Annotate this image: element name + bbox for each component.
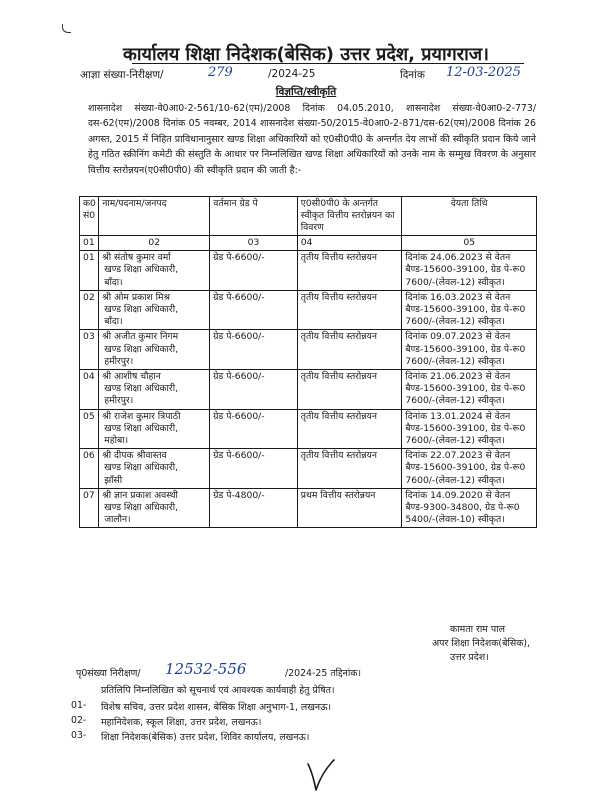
distribution-item: महानिदेशक, स्कूल शिक्षा, उत्तर प्रदेश, लखनऊ। [101, 717, 262, 728]
cell-text: 03 [83, 331, 95, 343]
cell-name [99, 290, 210, 330]
cell-name [99, 409, 210, 449]
col-num: 02 [99, 236, 210, 251]
distribution-number: 03- [71, 730, 87, 741]
cell-text: श्री ओम प्रकाश मिश्र [102, 291, 171, 303]
cell-text: खण्ड शिक्षा अधिकारी, [104, 502, 178, 514]
col-num: 05 [402, 236, 537, 251]
cell-due-date [402, 251, 537, 291]
acp-table [79, 196, 537, 528]
cell-text: श्री अजीत कुमार निगम [102, 331, 179, 343]
cell-text: खण्ड शिक्षा अधिकारी, [104, 383, 178, 395]
signatory-block [432, 623, 582, 665]
order-label: आज्ञा संख्या-निरीक्षण/ [80, 69, 164, 81]
cell-grade-pay [210, 251, 298, 291]
cell-text: बाँदा। [104, 276, 123, 288]
cell-name [99, 449, 210, 489]
col-num: 01 [80, 236, 99, 251]
cell-text: श्री दीपक श्रीवास्तव [102, 450, 167, 462]
cell-text: 07 [83, 489, 95, 501]
header-name: नाम/पदनाम/जनपद [99, 197, 210, 236]
cell-text: 06 [83, 450, 95, 462]
cell-text: 04 [83, 371, 95, 383]
office-title: कार्यालय शिक्षा निदेशक(बेसिक) उत्तर प्रदेश, प्रयागराज। [123, 44, 489, 65]
header-sno: क0 सं0 [80, 197, 99, 236]
cell-due-date [402, 370, 537, 410]
cell-name [99, 370, 210, 410]
column-number-row [80, 236, 537, 251]
cell-text: ग्रेड पे-6600/- [213, 252, 265, 264]
cell-text: खण्ड शिक्षा अधिकारी, [104, 304, 178, 316]
cell-acp [297, 370, 402, 410]
cell-text: दिनांक 24.06.2023 से वेतन बैण्ड-15600-39100, ग्रेड पे-रू0 7600/-(लेवल-12) स्वीकृत। [405, 252, 526, 288]
cell-sno [80, 251, 99, 291]
cell-text: दिनांक 13.01.2024 से वेतन बैण्ड-15600-39100, ग्रेड पे-रू0 7600/-(लेवल-12) स्वीकृत। [405, 410, 526, 447]
cell-text: हमीरपुर। [104, 395, 134, 407]
cell-text: झाँसी [104, 474, 123, 486]
cell-text: खण्ड शिक्षा अधिकारी, [104, 264, 178, 276]
cell-text: जालौन। [104, 514, 131, 526]
cell-name [99, 251, 210, 291]
cell-text: दिनांक 22.07.2023 से वेतन बैण्ड-15600-39100, ग्रेड पे-रू0 7600/-(लेवल-12) स्वीकृत। [405, 450, 526, 486]
cell-text: 05 [83, 410, 95, 422]
cell-text: ग्रेड पे-6600/- [213, 371, 265, 383]
table-row [80, 488, 537, 528]
cell-acp [297, 488, 402, 528]
cell-grade-pay [210, 409, 298, 449]
cell-text: तृतीय वित्तीय स्तरोन्नयन [300, 252, 377, 264]
signatory-name: कामता राम पाल [450, 624, 505, 635]
cell-grade-pay [210, 330, 298, 370]
title-underline [132, 63, 524, 64]
cell-text: ग्रेड पे-6600/- [213, 331, 265, 343]
order-number: 279 [208, 65, 233, 80]
order-year: /2024-25 [268, 68, 316, 80]
handwritten-initials [304, 758, 346, 792]
cell-text: ग्रेड पे-4800/- [213, 489, 265, 501]
table-row [80, 330, 537, 370]
cell-sno [80, 330, 99, 370]
cell-text: महोबा। [104, 435, 129, 447]
table-row [80, 290, 537, 330]
table-row [80, 449, 537, 489]
distribution-item: विशेष सचिव, उत्तर प्रदेश शासन, बेसिक शिक्षा अनुभाग-1, लखनऊ। [101, 702, 332, 713]
cell-acp [297, 330, 402, 370]
cell-grade-pay [210, 290, 298, 330]
cell-text: श्री राजेश कुमार त्रिपाठी [102, 410, 181, 422]
header-acp: ए0सी0पी0 के अन्तर्गत स्वीकृत वित्तीय स्तरोन्नयन का विवरण [297, 197, 402, 236]
cell-sno [80, 409, 99, 449]
cell-text: दिनांक 14.09.2020 से वेतन बैण्ड-9300-34800, ग्रेड पे-रू0 5400/-(लेवल-10) स्वीकृत। [405, 489, 520, 526]
distribution-number: 02- [71, 715, 87, 726]
cell-text: प्रथम वित्तीय स्तरोन्नयन [300, 489, 376, 501]
header-grade-pay: वर्तमान ग्रेड पे [210, 197, 298, 236]
cell-text: दिनांक 09.07.2023 से वेतन बैण्ड-15600-39100, ग्रेड पे-रू0 7600/-(लेवल-12) स्वीकृत। [405, 331, 526, 367]
distribution-number: 01- [71, 700, 87, 711]
cell-text: खण्ड शिक्षा अधिकारी, [104, 462, 178, 474]
cell-text: ग्रेड पे-6600/- [213, 410, 265, 422]
cell-sno [80, 488, 99, 528]
cell-grade-pay [210, 488, 298, 528]
cell-sno [80, 290, 99, 330]
order-paragraph: शासनादेश संख्या-वे0आ0-2-561/10-62(एम)/2008 दिनांक 04.05.2010, शासनादेश संख्या-वे0आ0-2-773/दस-62(एम)/2008 दिनांक 05 नवम्बर, 2014 शासनादेश संख्या-50/2015-वे0आ0-2-871/दस-62(एम)/2008 दिनांक 26 अगस्त, 2015 में निहित प्राविधानानुसार खण्ड शिक्षा अधिकारियों को ए0सी0पी0 के अन्तर्गत देय लाभों की स्वीकृति प्रदान किये जाने हेतु गठित स्क्रीनिंग कमेटी की संस्तुति के आधार पर निम्नलिखित खण्ड शिक्षा अधिकारियों को उनके नाम के सम्मुख विवरण के अनुसार वित्तीय स्तरोन्नयन(ए0सी0पी0) की स्वीकृति प्रदान की जाती है:- [88, 103, 536, 176]
cell-grade-pay [210, 449, 298, 489]
cell-text: तृतीय वित्तीय स्तरोन्नयन [300, 331, 377, 343]
cell-name [99, 330, 210, 370]
cell-text: तृतीय वित्तीय स्तरोन्नयन [300, 410, 377, 422]
corner-mark [62, 24, 71, 33]
cell-text: दिनांक 21.06.2023 से वेतन बैण्ड-15600-39100, ग्रेड पे-रू0 7600/-(लेवल-12) स्वीकृत। [405, 371, 526, 407]
cell-due-date [402, 488, 537, 528]
cell-text: खण्ड शिक्षा अधिकारी, [104, 343, 178, 355]
signatory-state: उत्तर प्रदेश। [450, 652, 489, 663]
cell-text: तृतीय वित्तीय स्तरोन्नयन [300, 450, 377, 462]
col-num: 04 [297, 236, 402, 251]
cell-name [99, 488, 210, 528]
cell-due-date [402, 330, 537, 370]
cell-text: तृतीय वित्तीय स्तरोन्नयन [300, 291, 377, 303]
endorsement-suffix: /2024-25 तद्दिनांक। [285, 668, 362, 679]
cc-line: प्रतिलिपि निम्नलिखित को सूचनार्थ एवं आवश्यक कार्यवाही हेतु प्रेषित। [101, 685, 335, 696]
cell-due-date [402, 290, 537, 330]
table-row [80, 409, 537, 449]
cell-grade-pay [210, 370, 298, 410]
cell-text: हमीरपुर। [104, 355, 134, 367]
notice-heading: विज्ञप्ति/स्वीकृति [275, 86, 337, 98]
cell-text: 02 [83, 291, 95, 303]
date-label: दिनांक [400, 69, 425, 81]
endorsement-label: पृ0संख्या निरीक्षण/ [76, 668, 141, 679]
col-num: 03 [210, 236, 298, 251]
distribution-item: शिक्षा निदेशक(बेसिक) उत्तर प्रदेश, शिविर कार्यालय, लखनऊ। [101, 732, 310, 743]
signatory-designation: अपर शिक्षा निदेशक(बेसिक), [432, 638, 531, 649]
cell-acp [297, 251, 402, 291]
cell-due-date [402, 409, 537, 449]
table-row [80, 251, 537, 291]
endorsement-number: 12532-556 [165, 660, 247, 678]
table-row [80, 370, 537, 410]
order-date: 12-03-2025 [446, 65, 521, 80]
cell-acp [297, 409, 402, 449]
table-header-row [80, 197, 537, 236]
cell-text: दिनांक 16.03.2023 से वेतन बैण्ड-15600-39100, ग्रेड पे-रू0 7600/-(लेवल-12) स्वीकृत। [405, 291, 526, 328]
cell-text: तृतीय वित्तीय स्तरोन्नयन [300, 371, 377, 383]
cell-text: ग्रेड पे-6600/- [213, 291, 265, 303]
cell-due-date [402, 449, 537, 489]
cell-text: श्री आशीष चौहान [102, 371, 161, 383]
cell-text: श्री संतोष कुमार वर्मा [102, 252, 171, 264]
cell-sno [80, 449, 99, 489]
header-due-date: देयता तिथि [402, 197, 537, 236]
cell-text: 01 [83, 252, 95, 264]
cell-acp [297, 290, 402, 330]
cell-acp [297, 449, 402, 489]
cell-text: ग्रेड पे-6600/- [213, 450, 265, 462]
cell-sno [80, 370, 99, 410]
cell-text: खण्ड शिक्षा अधिकारी, [104, 422, 178, 434]
cell-text: श्री ज्ञान प्रकाश अवस्थी [102, 489, 178, 501]
cell-text: बाँदा। [104, 316, 123, 328]
